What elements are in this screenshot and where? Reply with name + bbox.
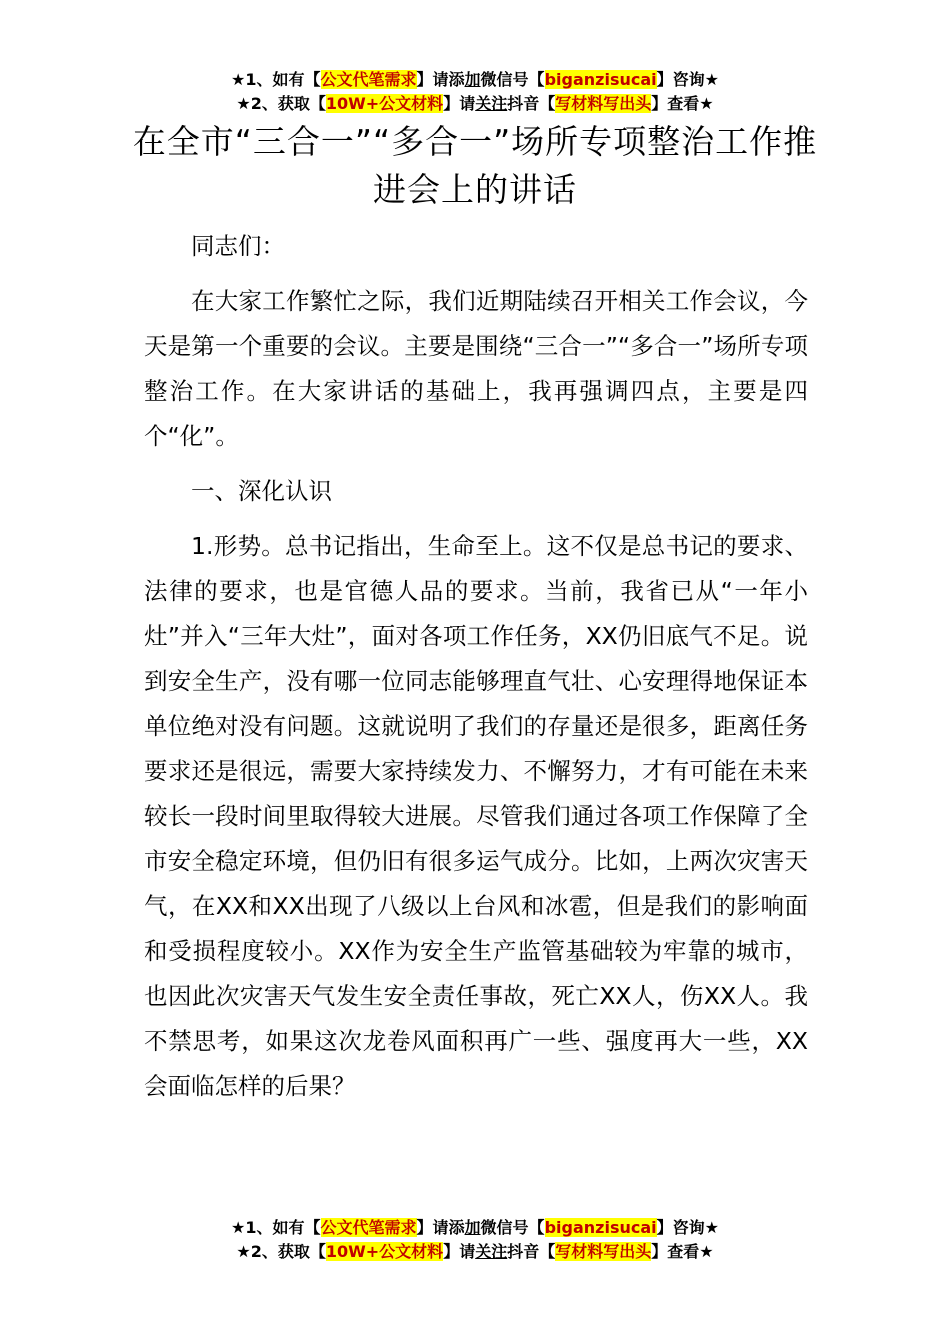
banner-highlight-wechat: biganzisucai [544,70,657,89]
body-paragraph: 在大家工作繁忙之际，我们近期陆续召开相关工作会议，今天是第一个重要的会议。主要是围绕“三合一”“多合一”场所专项整治工作。在大家讲话的基础上，我再强调四点，主要是四个“化”。 [144,287,808,450]
salutation: 同志们： [191,232,285,260]
footer-banner [0,1216,950,1264]
banner-text: 】请 [443,1242,476,1261]
document-title: 在全市“三合一”“多合一”场所专项整治工作推进会上的讲话 [132,122,818,209]
banner-highlight: 公文代笔需求 [320,70,417,89]
banner-underline: 加 [464,1218,481,1237]
banner-text: 】咨询★ [656,1218,719,1237]
banner-line-2 [0,1240,950,1264]
banner-text: 】咨询★ [656,70,719,89]
banner-line-1 [0,1216,950,1240]
document-body [144,224,808,1119]
banner-text: 】请添 [416,1218,465,1237]
banner-line-1 [0,68,950,92]
banner-text: 微信号【 [480,70,545,89]
banner-underline: 关注 [475,94,508,113]
section-heading: 一、深化认识 [191,477,332,505]
header-banner [0,68,950,116]
banner-line-2 [0,92,950,116]
banner-text: ★2、获取【 [236,1242,326,1261]
banner-text: ★1、如有【 [231,70,321,89]
banner-underline: 关注 [475,1242,508,1261]
banner-text: 】请 [443,94,476,113]
banner-underline: 加 [464,70,481,89]
banner-text: 抖音【 [507,94,556,113]
banner-highlight: 10W+公文材料 [325,94,444,113]
banner-text: 】请添 [416,70,465,89]
banner-text: 】查看★ [651,94,714,113]
banner-text: ★1、如有【 [231,1218,321,1237]
banner-text: 微信号【 [480,1218,545,1237]
banner-highlight-douyin: 写材料写出头 [555,94,652,113]
banner-highlight-wechat: biganzisucai [544,1218,657,1237]
banner-text: 抖音【 [507,1242,556,1261]
banner-highlight: 10W+公文材料 [325,1242,444,1261]
banner-highlight: 公文代笔需求 [320,1218,417,1237]
banner-text: ★2、获取【 [236,94,326,113]
banner-highlight-douyin: 写材料写出头 [555,1242,652,1261]
banner-text: 】查看★ [651,1242,714,1261]
body-paragraph: 1.形势。总书记指出，生命至上。这不仅是总书记的要求、法律的要求，也是官德人品的要求。当前，我省已从“一年小灶”并入“三年大灶”，面对各项工作任务，XX仍旧底气不足。说到安全生产，没有哪一位同志能够理直气壮、心安理得地保证本单位绝对没有问题。这就说明了我们的存量还是很多，距离任务要求还是很远，需要大家持续发力、不懈努力，才有可能在未来较长一段时间里取得较大进展。尽管我们通过各项工作保障了全市安全稳定环境，但仍旧有很多运气成分。比如，上两次灾害天气，在XX和XX出现了八级以上台风和冰雹，但是我们的影响面和受损程度较小。XX作为安全生产监管基础较为牢靠的城市，也因此次灾害天气发生安全责任事故，死亡XX人，伤XX人。我不禁思考，如果这次龙卷风面积再广一些、强度再大一些，XX会面临怎样的后果？ [144,532,808,1100]
